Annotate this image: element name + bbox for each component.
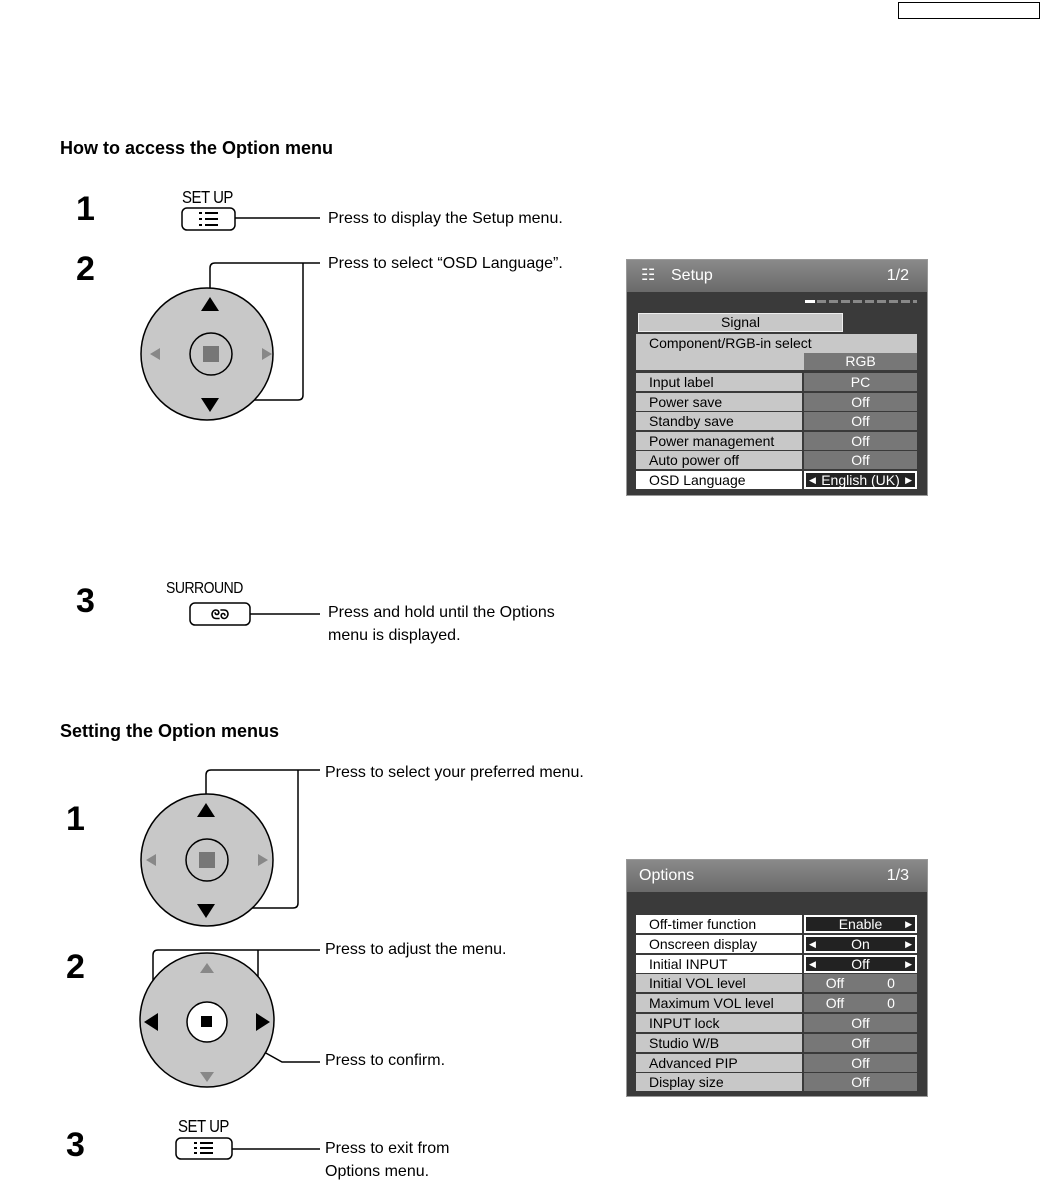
value-text: Off: [851, 1034, 870, 1051]
menu-row[interactable]: [636, 451, 917, 469]
step-text: Press to select “OSD Language”.: [328, 255, 563, 272]
row-label: Onscreen display: [636, 935, 802, 953]
text-line: Press to exit from: [325, 1140, 450, 1157]
value-level: 0: [887, 975, 895, 992]
row-value: [804, 1034, 917, 1052]
value-text: English (UK): [821, 472, 900, 488]
setup-menu-screen: [626, 259, 928, 496]
row-label: OSD Language: [636, 471, 802, 489]
value-text: Off: [851, 393, 870, 410]
step-number: 1: [76, 190, 95, 228]
value-state: Off: [825, 995, 845, 1012]
menu-page: 1/2: [886, 267, 909, 284]
row-label: Initial INPUT: [636, 955, 802, 973]
value-text: Off: [851, 452, 870, 469]
menu-title-bar: [627, 860, 927, 892]
right-arrow-icon[interactable]: ▶: [905, 919, 912, 929]
menu-title: Options: [639, 867, 695, 884]
row-label: Power management: [636, 432, 802, 450]
menu-row[interactable]: [636, 1073, 917, 1091]
row-value: RGB: [804, 353, 917, 370]
row-value: [804, 915, 917, 933]
row-label: Auto power off: [636, 451, 802, 469]
right-arrow-icon[interactable]: ▶: [905, 958, 912, 969]
row-value: [804, 1014, 917, 1032]
value-text: Off: [851, 432, 870, 449]
row-value: [804, 935, 917, 953]
row-label: Advanced PIP: [636, 1054, 802, 1072]
step-text: Press to select your preferred menu.: [325, 764, 584, 781]
button-label: SET UP: [182, 188, 233, 208]
value-text: Off: [851, 413, 870, 430]
menu-row[interactable]: [636, 915, 917, 933]
value-text: Off: [851, 1074, 870, 1091]
confirm-text: Press to confirm.: [325, 1052, 446, 1069]
row-value: [804, 471, 917, 489]
row-label: Off-timer function: [636, 915, 802, 933]
cursor-pad-icon: [140, 953, 274, 1087]
value-text: On: [851, 935, 870, 952]
step-text: Press to adjust the menu.: [325, 941, 507, 958]
row-label: INPUT lock: [636, 1014, 802, 1032]
menu-row[interactable]: [636, 373, 917, 391]
setup-button-icon: [176, 1138, 232, 1159]
row-label: Standby save: [636, 412, 802, 430]
menu-row[interactable]: [636, 1014, 917, 1032]
row-label: Display size: [636, 1073, 802, 1091]
step-text: [328, 601, 555, 647]
button-label: SET UP: [178, 1117, 229, 1137]
left-arrow-icon[interactable]: ◀: [809, 958, 816, 969]
menu-row[interactable]: [636, 412, 917, 430]
menu-row[interactable]: [636, 974, 917, 992]
section-heading: How to access the Option menu: [60, 138, 334, 158]
step-number: 2: [66, 948, 85, 986]
text-line: Press and hold until the Options: [328, 604, 555, 621]
row-value: [804, 432, 917, 450]
component-rgb-row[interactable]: [636, 334, 917, 370]
value-text: Off: [851, 1054, 870, 1071]
row-label: Maximum VOL level: [636, 994, 802, 1012]
menu-title-bar: [627, 260, 927, 292]
menu-row[interactable]: [636, 955, 917, 973]
menu-row[interactable]: [636, 1034, 917, 1052]
svg-text:ᘓᘐ: ᘓᘐ: [210, 607, 230, 622]
right-arrow-icon[interactable]: ▶: [905, 938, 912, 949]
menu-row[interactable]: [636, 994, 917, 1012]
section-heading: Setting the Option menus: [60, 721, 279, 741]
step-number: 3: [66, 1126, 85, 1164]
step-text: Press to display the Setup menu.: [328, 210, 563, 227]
setup-button-icon: [182, 208, 235, 230]
signal-tab[interactable]: Signal: [638, 313, 843, 332]
options-menu-screen: [626, 859, 928, 1097]
row-value: [804, 974, 917, 992]
step-number: 1: [66, 800, 85, 838]
row-value: [804, 955, 917, 973]
right-arrow-icon[interactable]: ▶: [905, 475, 912, 485]
menu-row[interactable]: [636, 471, 917, 489]
value-state: Off: [825, 975, 845, 992]
step-text: [325, 1137, 449, 1183]
row-label: Component/RGB-in select: [649, 335, 812, 351]
value-text: Off: [851, 955, 870, 972]
surround-button-icon: [190, 603, 250, 625]
row-value: [804, 412, 917, 430]
row-value: [804, 451, 917, 469]
row-value: [804, 1073, 917, 1091]
row-label: Power save: [636, 393, 802, 411]
menu-row[interactable]: [636, 1054, 917, 1072]
row-label: Input label: [636, 373, 802, 391]
button-label: SURROUND: [166, 578, 243, 597]
row-value: [804, 373, 917, 391]
value-level: 0: [887, 995, 895, 1012]
left-arrow-icon[interactable]: ◀: [809, 475, 816, 485]
value-text: Off: [851, 1015, 870, 1031]
row-value: [804, 1054, 917, 1072]
text-line: menu is displayed.: [328, 627, 461, 644]
menu-row[interactable]: [636, 432, 917, 450]
text-line: Options menu.: [325, 1163, 430, 1180]
value-text: Enable: [838, 916, 883, 932]
cursor-pad-icon: [141, 794, 273, 926]
step-number: 3: [76, 582, 95, 620]
row-label: Initial VOL level: [636, 974, 802, 992]
menu-row[interactable]: [636, 393, 917, 411]
row-value: [804, 994, 917, 1012]
left-arrow-icon[interactable]: ◀: [809, 938, 816, 949]
page-indicator: [805, 300, 917, 303]
value-text: PC: [850, 374, 871, 390]
menu-page: 1/3: [886, 867, 909, 884]
menu-title: Setup: [671, 267, 713, 284]
menu-list-icon: ☷: [641, 267, 656, 284]
cursor-pad-icon: [141, 288, 273, 420]
step-number: 2: [76, 250, 95, 288]
row-label: Studio W/B: [636, 1034, 802, 1052]
menu-row[interactable]: [636, 935, 917, 953]
row-value: [804, 393, 917, 411]
